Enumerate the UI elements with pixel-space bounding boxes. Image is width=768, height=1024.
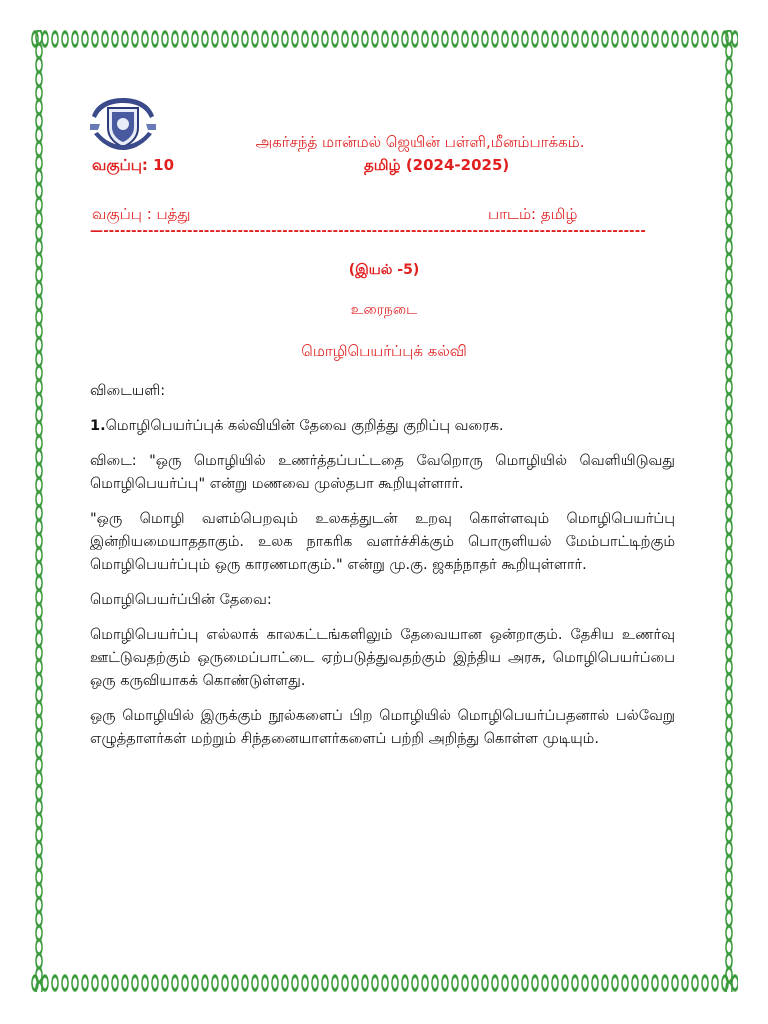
separator-line: —------------------------------------------------------------------------------------------------- [90,224,646,239]
answer-key-label: விடையளி: [90,383,166,399]
question [90,415,675,438]
school-crest-icon [88,94,158,154]
question-number: 1. [90,418,106,434]
paragraph-3: மொழிபெயர்ப்பு எல்லாக் காலகட்டங்களிலும் தேவையான ஒன்றாகும். தேசிய உணர்வு ஊட்டுவதற்கும் ஒருமைப்பாட்டை ஏற்படுத்துவதற்கும் இந்திய அரசு, மொழிபெயர்ப்பை ஒரு கருவியாகக் கொண்டுள்ளது. [90,627,675,689]
unit-title: (இயல் -5) [348,262,420,278]
decorative-border-right [720,30,738,992]
class-number: வகுப்பு: 10 [92,156,175,174]
class-word: வகுப்பு : பத்து [92,205,191,223]
decorative-border-bottom [30,974,738,992]
subject-word: பாடம்: தமிழ் [488,205,578,223]
decorative-border-top [30,30,738,48]
paragraph-1: விடை: "ஒரு மொழியில் உணர்த்தப்பட்டதை வேறொரு மொழியில் வெளியிடுவது மொழிபெயர்ப்பு" என்று மணவை முஸ்தபா கூறியுள்ளார். [90,453,675,492]
genre-title: உரைநடை [350,302,418,318]
decorative-border-left [30,30,48,992]
answer-content [90,380,675,763]
question-text: மொழிபெயர்ப்புக் கல்வியின் தேவை குறித்து குறிப்பு வரைக. [105,418,504,434]
school-name: அகர்சந்த் மான்மல் ஜெயின் பள்ளி,மீனம்பாக்கம். [255,133,585,151]
lesson-title: மொழிபெயர்ப்புக் கல்வி [301,342,467,360]
paragraph-4: ஒரு மொழியில் இருக்கும் நூல்களைப் பிற மொழியில் மொழிபெயர்ப்பதனால் பல்வேறு எழுத்தாளர்கள் மற்றும் சிந்தனையாளர்களைப் பற்றி அறிந்து கொள்ள முடியும். [90,708,675,747]
need-heading: மொழிபெயர்ப்பின் தேவை: [90,592,272,608]
subject-year: தமிழ் (2024-2025) [364,156,510,174]
paragraph-2: "ஒரு மொழி வளம்பெறவும் உலகத்துடன் உறவு கொள்ளவும் மொழிபெயர்ப்பு இன்றியமையாததாகும். உலக நாகரிக வளர்ச்சிக்கும் பொருளியல் மேம்பாட்டிற்கும் மொழிபெயர்ப்பும் ஒரு காரணமாகும்." என்று மு.கு. ஜகந்நாதர் கூறியுள்ளார். [90,511,675,573]
